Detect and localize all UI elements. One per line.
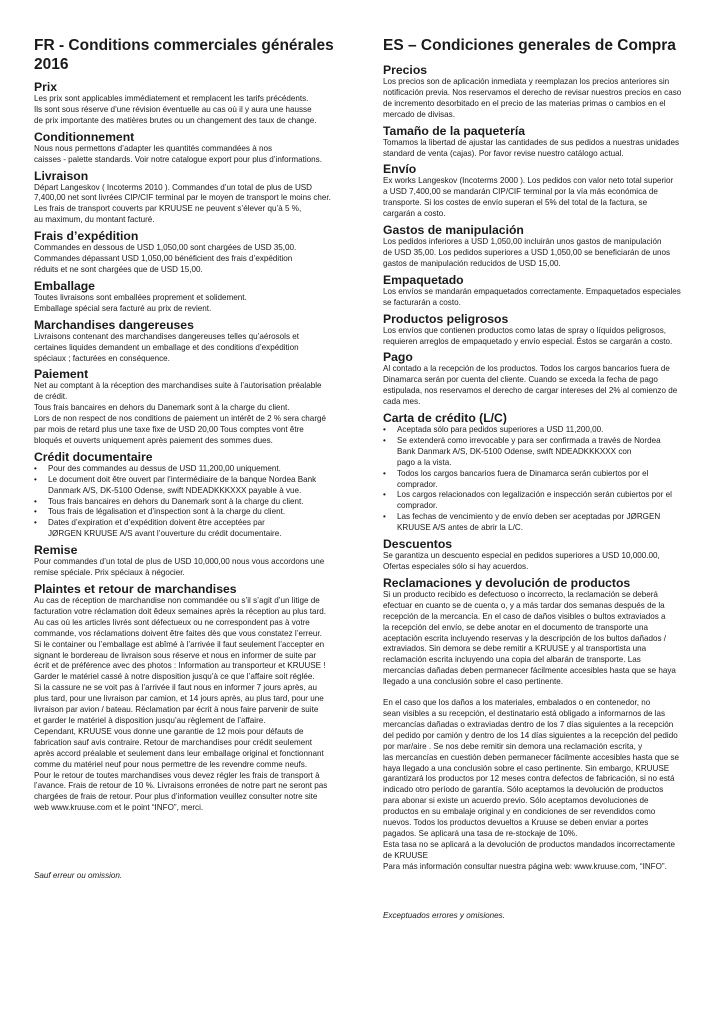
list-item: • Tous frais de légalisation et d’inspection sont à la charge du client. — [34, 507, 350, 518]
fr-section-livraison — [34, 169, 350, 227]
es-text-peligrosos: Los envíos que contienen productos como latas de spray o líquidos peligrosos, requieren arreglos de empaquetado y envío especial. Éstos se cargarán a costo. — [383, 325, 673, 346]
es-heading-tamano: Tamaño de la paquetería — [383, 123, 526, 138]
list-item: • Dates d’expiration et d’expédition doivent être acceptées par JØRGEN KRUUSE A/S avant l’ouverture du crédit documentaire. — [34, 518, 350, 540]
fr-section-marchandises-dangereuses — [34, 318, 350, 365]
es-section-envio — [383, 162, 693, 220]
fr-text-emballage: Toutes livraisons sont emballées proprement et solidement. Emballage spécial sera facturé au prix de revient. — [34, 292, 247, 313]
es-text-reclamaciones: Si un producto recibido es defectuoso o incorrecto, la reclamación se deberá efectuar en cuanto se de cuenta o, y a más tardar dos semanas después de la recepción de la mercancía. En el caso de daños visibles o bultos extraviados a la recepción del envío, se debe anotar en el documento de transporte una aceptación escrita incluyendo reservas y la descripción de los bultos dañados / extraviados. Sin demora se debe remitir a KRUUSE y al transportista una reclamación escrita incluyendo una copia del albarán de transporte. Las mercancías dañadas deben permanecer fácilmente accesibles hasta que se haya llegado a una conclusión sobre el caso pertinente. — [383, 589, 676, 687]
fr-text-marchandises-dangereuses: Livraisons contenant des marchandises dangereuses telles qu’aérosols et certaines liquides demandent un emballage et des conditions d’expédition spéciaux ; facturées en conséquence. — [34, 331, 300, 363]
list-item: • Pour des commandes au dessus de USD 11,200,00 uniquement. — [34, 464, 350, 475]
fr-heading-plaintes: Plaintes et retour de marchandises — [34, 582, 237, 596]
spanish-column — [383, 36, 693, 873]
fr-section-plaintes — [34, 582, 350, 814]
list-item: • Todos los cargos bancarios fuera de Dinamarca serán cubiertos por el comprador. — [383, 469, 693, 491]
es-text-empaquetado: Los envíos se mandarán empaquetados correctamente. Empaquetados especiales se facturarán a costo. — [383, 286, 681, 307]
fr-section-frais-expedition — [34, 229, 350, 276]
es-text-pago: Al contado a la recepción de los productos. Todos los cargos bancarios fuera de Dinamarca serán por cuenta del cliente. Cuando se exceda la fecha de pago estipulada, nos reservamos el derecho de cargar intereses del 2% al comienzo de cada mes. — [383, 364, 678, 407]
es-heading-descuentos: Descuentos — [383, 537, 453, 552]
es-heading-pago: Pago — [383, 350, 413, 365]
es-heading-gastos: Gastos de manipulación — [383, 223, 524, 238]
es-text-gastos: Los pedidos inferiores a USD 1,050,00 incluirán unos gastos de manipulación de USD 35,00. Los pedidos superiores a USD 1,050,00 se beneficiarán de unos gastos de manipulación reducidos de USD 15,00. — [383, 237, 671, 268]
french-title: FR - Conditions commerciales générales 2016 — [34, 37, 334, 73]
es-section-gastos — [383, 223, 693, 270]
es-section-descuentos — [383, 537, 693, 573]
paragraph-gap — [383, 688, 693, 698]
list-item: • Las fechas de vencimiento y de envío deben ser aceptadas por JØRGEN KRUUSE A/S antes de abrir la L/C. — [383, 512, 693, 534]
fr-text-livraison: Départ Langeskov ( Incoterms 2010 ). Commandes d’un total de plus de USD 7,400,00 net sont livrées CIP/CIF terminal par le moyen de transport le moins cher. Les frais de transport couverts par KRUUSE ne peuvent s’élever qu’à 5 %, au maximum, du montant facturé. — [34, 182, 331, 225]
fr-heading-marchandises-dangereuses: Marchandises dangereuses — [34, 317, 194, 332]
fr-heading-frais-expedition: Frais d’expédition — [34, 229, 139, 244]
fr-text-frais-expedition: Commandes en dessous de USD 1,050,00 sont chargées de USD 35,00. Commandes dépassant USD 1,050,00 bénéficient des frais d’expédition réduits et ne sont chargées que de USD 15,00. — [34, 243, 297, 274]
es-list-carta-credito — [383, 425, 693, 534]
es-section-tamano — [383, 124, 693, 160]
es-section-empaquetado — [383, 273, 693, 309]
fr-text-paiement: Net au comptant à la réception des marchandises suite à l’autorisation préalable de crédit. Tous frais bancaires en dehors du Danemark sont à la charge du client. Lors de non respect de nos conditions de paiement un intérêt de 2 % sera chargé par mois de retard plus une taxe fixe de USD 20,00 Tous comptes vont être bloqués et ouverts uniquement après paiement des sommes dues. — [34, 381, 327, 445]
es-heading-reclamaciones: Reclamaciones y devolución de productos — [383, 575, 631, 590]
es-footnote: Exceptuados errores y omisiones. — [383, 911, 505, 920]
fr-text-remise: Pour commandes d’un total de plus de USD 10,000,00 nous vous accordons une remise spéciale. Prix spéciaux à négocier. — [34, 557, 325, 578]
spanish-title: ES – Condiciones generales de Compra — [383, 37, 676, 54]
es-heading-carta-credito: Carta de crédito (L/C) — [383, 411, 507, 426]
es-heading-empaquetado: Empaquetado — [383, 272, 464, 287]
es-text-precios: Los precios son de aplicación inmediata y reemplazan los precios anteriores sin notificación previa. Nos reservamos el derecho de revisar nuestros precios en caso de incremento desorbitado en el precio de las materias primas o cambios en el mercado de divisas. — [383, 77, 682, 119]
fr-heading-remise: Remise — [34, 543, 78, 558]
fr-text-plaintes: Au cas de réception de marchandise non commandée ou s’il s’agit d’un litige de facturation votre réclamation doit êdeux semaines après la réception au plus tard. Au cas où les articles livrés sont défectueux ou ne correspondent pas à votre commande, vos réclamations doivent être faites dès que vous constatez l’erreur. Si le container ou l’emballage est abîmé à l’arrivée il faut seulement l’accepter en signant le bordereau de livraison sous réserve et nous en informer de suite par écrit et de préférence avec des photos : Information au transporteur et KRUUSE ! Garder le matériel cassé à notre disposition jusqu’à ce que l’affaire soit réglée. Si la cassure ne se voit pas à l’arrivée il faut nous en informer 7 jours après, au plus tard, pour une livraison par camion, et 14 jours après, au plus tard, pour une livraison par avion / bateau. Réclamation par écrit à nous faire parvenir de suite et garder le matériel à disposition jusqu’au règlement de l’affaire. Cependant, KRUUSE vous donne une garantie de 12 mois pour défauts de fabrication sauf avis contraire. Retour de marchandises pour crédit seulement après accord préalable et seulement dans leur emballage original et fonctionnant comme du matériel neuf pour nous permettre de les revendre comme neufs. Pour le retour de toutes marchandises vous devez régler les frais de transport à l’avance. Frais de retour de 10 %. Livraisons erronées de notre part ne seront pas chargées de frais de retour. Pour plus d’information veuillez consulter notre site web www.kruuse.com et le point “INFO”, merci. — [34, 596, 328, 813]
fr-section-paiement — [34, 367, 350, 446]
es-section-pago — [383, 350, 693, 408]
fr-footnote: Sauf erreur ou omission. — [34, 871, 123, 880]
es-section-carta-credito — [383, 411, 693, 534]
fr-heading-prix: Prix — [34, 80, 58, 94]
es-text-descuentos: Se garantiza un descuento especial en pedidos superiores a USD 10,000.00, Ofertas especiales sólo si hay acuerdos. — [383, 551, 660, 571]
es-text-envio: Ex works Langeskov (Incoterms 2000 ). Los pedidos con valor neto total superior a USD 7,400,00 se mandarán CIP/CIF terminal por la vía más económica de transporte. Si los costes de envío superan el 5% del total de la factura, se cargarán a costo. — [383, 176, 674, 219]
list-item: • Los cargos relacionados con legalización e inspección serán cubiertos por el comprador. — [383, 490, 693, 512]
es-section-reclamaciones — [383, 576, 693, 873]
fr-heading-emballage: Emballage — [34, 278, 95, 293]
list-item: • Tous frais bancaires en dehors du Danemark sont à la charge du client. — [34, 497, 350, 508]
french-column — [34, 36, 350, 814]
es-text-reclamaciones-2: En el caso que los daños a los materiales, embalados o en contenedor, no sean visibles a su recepción, el destinatario está obligado a informarnos de las mercancías dañadas o extraviadas dentro de los 7 días siguientes a la recepción del pedido por camión y dentro de los 14 días siguientes a la recepción del pedido por mar/aire . Se nos debe remitir sin demora una reclamación escrita, y las mercancías en cuestión deben permanecer fácilmente accesibles hasta que se haya llegado a una conclusión sobre el caso pertinente. Sin embargo, KRUUSE garantizará los productos por 12 meses contra defectos de fabricación, si no está indicado otro período de garantía. Sólo aceptamos la devolución de productos para abonar si existe un acuerdo previo. Sólo aceptamos devoluciones de productos en su embalaje original y en condiciones de ser revendidos como nuevos. Todos los productos devueltos a Kruuse se deben enviar a portes pagados. Se aplicará una tasa de re-stockaje de 10%. Esta tasa no se aplicará a la devolución de productos mandados incorrectamente de KRUUSE Para más información consultar nuestra página web: www.kruuse.com, “INFO”. — [383, 698, 680, 871]
fr-text-prix: Les prix sont applicables immédiatement et remplacent les tarifs précédents. Ils sont sous réserve d’une révision éventuelle au cas où il y aura une hausse de prix importante des matières brutes ou un changement des taux de change. — [34, 94, 317, 125]
fr-list-credit-documentaire — [34, 464, 350, 540]
es-section-precios — [383, 63, 693, 121]
fr-section-credit-documentaire — [34, 450, 350, 540]
fr-section-emballage — [34, 279, 350, 315]
fr-heading-credit-documentaire: Crédit documentaire — [34, 449, 153, 464]
fr-section-prix — [34, 80, 350, 127]
es-text-tamano: Tomamos la libertad de ajustar las cantidades de sus pedidos a nuestras unidades standard de venta (cajas). Por favor revise nuestro catálogo actual. — [383, 137, 680, 158]
fr-heading-paiement: Paiement — [34, 367, 89, 382]
list-item: • Se extenderá como irrevocable y para ser confirmada a través de Nordea Bank Danmark A/S, DK-5100 Odense, swift NDEADKKKXXX con pago a la vista. — [383, 436, 693, 469]
list-item: • Le document doit être ouvert par l’intermédiaire de la banque Nordea Bank Danmark A/S, DK-5100 Odense, swift NDEADKKKXXX payable à vue. — [34, 475, 350, 497]
fr-heading-conditionnement: Conditionnement — [34, 129, 135, 144]
es-section-peligrosos — [383, 312, 693, 348]
fr-section-remise — [34, 543, 350, 579]
list-item: • Aceptada sólo para pedidos superiores a USD 11,200,00. — [383, 425, 693, 436]
fr-section-conditionnement — [34, 130, 350, 166]
es-heading-precios: Precios — [383, 63, 428, 77]
fr-text-conditionnement: Nous nous permettons d’adapter les quantités commandées à nos caisses - palette standards. Voir notre catalogue export pour plus d’informations. — [34, 143, 322, 164]
es-heading-peligrosos: Productos peligrosos — [383, 311, 509, 326]
fr-heading-livraison: Livraison — [34, 168, 89, 183]
es-heading-envio: Envío — [383, 162, 417, 177]
